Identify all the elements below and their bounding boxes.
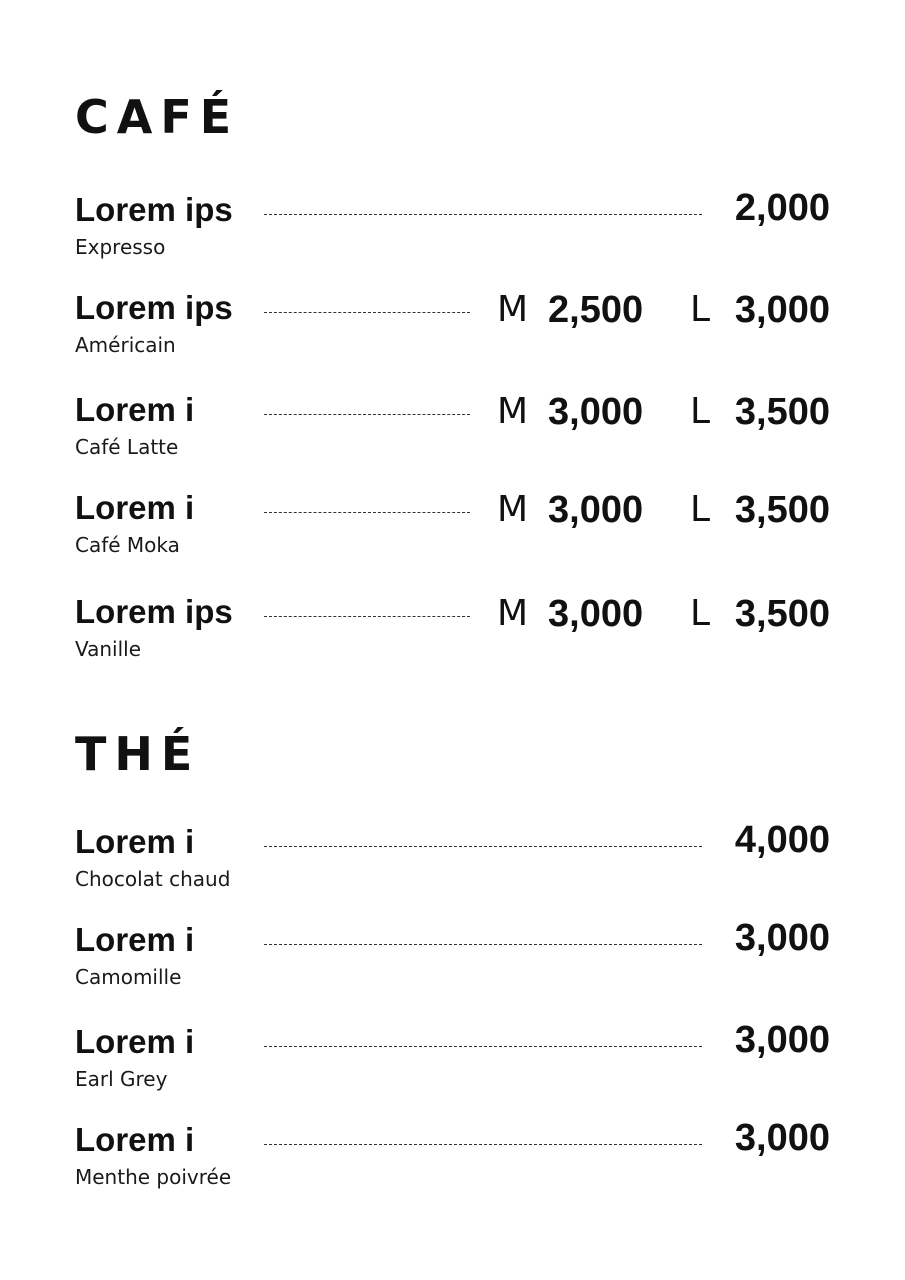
item-name: Lorem i (75, 391, 195, 428)
dotted-leader (264, 414, 470, 415)
menu-item-expresso (0, 187, 905, 280)
size-label-large: L (690, 391, 711, 432)
price-medium: 2,500 (548, 289, 644, 331)
section-title-the: THÉ (75, 727, 201, 781)
price-large: 3,500 (734, 593, 830, 635)
item-price: 3,000 (734, 1117, 830, 1159)
menu-item-chocolat-chaud (0, 819, 905, 912)
item-subtitle: Menthe poivrée (75, 1165, 232, 1189)
item-subtitle: Expresso (75, 235, 166, 259)
menu-item-vanille (0, 592, 905, 682)
dotted-leader (264, 616, 470, 617)
item-name: Lorem i (75, 1023, 195, 1060)
price-medium: 3,000 (548, 593, 644, 635)
size-label-medium: M (497, 593, 529, 634)
item-price: 3,000 (734, 1019, 830, 1061)
item-subtitle: Café Latte (75, 435, 179, 459)
item-price: 2,000 (734, 187, 830, 229)
dotted-leader (264, 1144, 702, 1145)
size-label-medium: M (497, 391, 529, 432)
price-large: 3,000 (734, 289, 830, 331)
dotted-leader (264, 312, 470, 313)
item-name: Lorem i (75, 823, 195, 860)
item-subtitle: Café Moka (75, 533, 180, 557)
item-name: Lorem i (75, 489, 195, 526)
item-subtitle: Camomille (75, 965, 182, 989)
price-large: 3,500 (734, 391, 830, 433)
item-name: Lorem i (75, 921, 195, 958)
menu-item-menthe-poivree (0, 1117, 905, 1210)
item-price: 3,000 (734, 917, 830, 959)
item-subtitle: Earl Grey (75, 1067, 168, 1091)
size-label-medium: M (497, 289, 529, 330)
dotted-leader (264, 846, 702, 847)
dotted-leader (264, 512, 470, 513)
item-price: 4,000 (734, 819, 830, 861)
dotted-leader (264, 214, 702, 215)
item-subtitle: Américain (75, 333, 176, 357)
dotted-leader (264, 944, 702, 945)
menu-item-americain (0, 288, 905, 378)
item-subtitle: Vanille (75, 637, 142, 661)
item-name: Lorem ips (75, 593, 233, 630)
price-medium: 3,000 (548, 391, 644, 433)
item-subtitle: Chocolat chaud (75, 867, 231, 891)
price-medium: 3,000 (548, 489, 644, 531)
menu-item-earl-grey (0, 1019, 905, 1112)
size-label-large: L (690, 489, 711, 530)
dotted-leader (264, 1046, 702, 1047)
item-name: Lorem ips (75, 191, 233, 228)
section-title-cafe: CAFÉ (75, 90, 240, 144)
menu-item-cafe-moka (0, 488, 905, 578)
price-large: 3,500 (734, 489, 830, 531)
size-label-medium: M (497, 489, 529, 530)
size-label-large: L (690, 289, 711, 330)
item-name: Lorem i (75, 1121, 195, 1158)
menu-item-camomille (0, 917, 905, 1010)
menu-item-cafe-latte (0, 390, 905, 480)
item-name: Lorem ips (75, 289, 233, 326)
size-label-large: L (690, 593, 711, 634)
